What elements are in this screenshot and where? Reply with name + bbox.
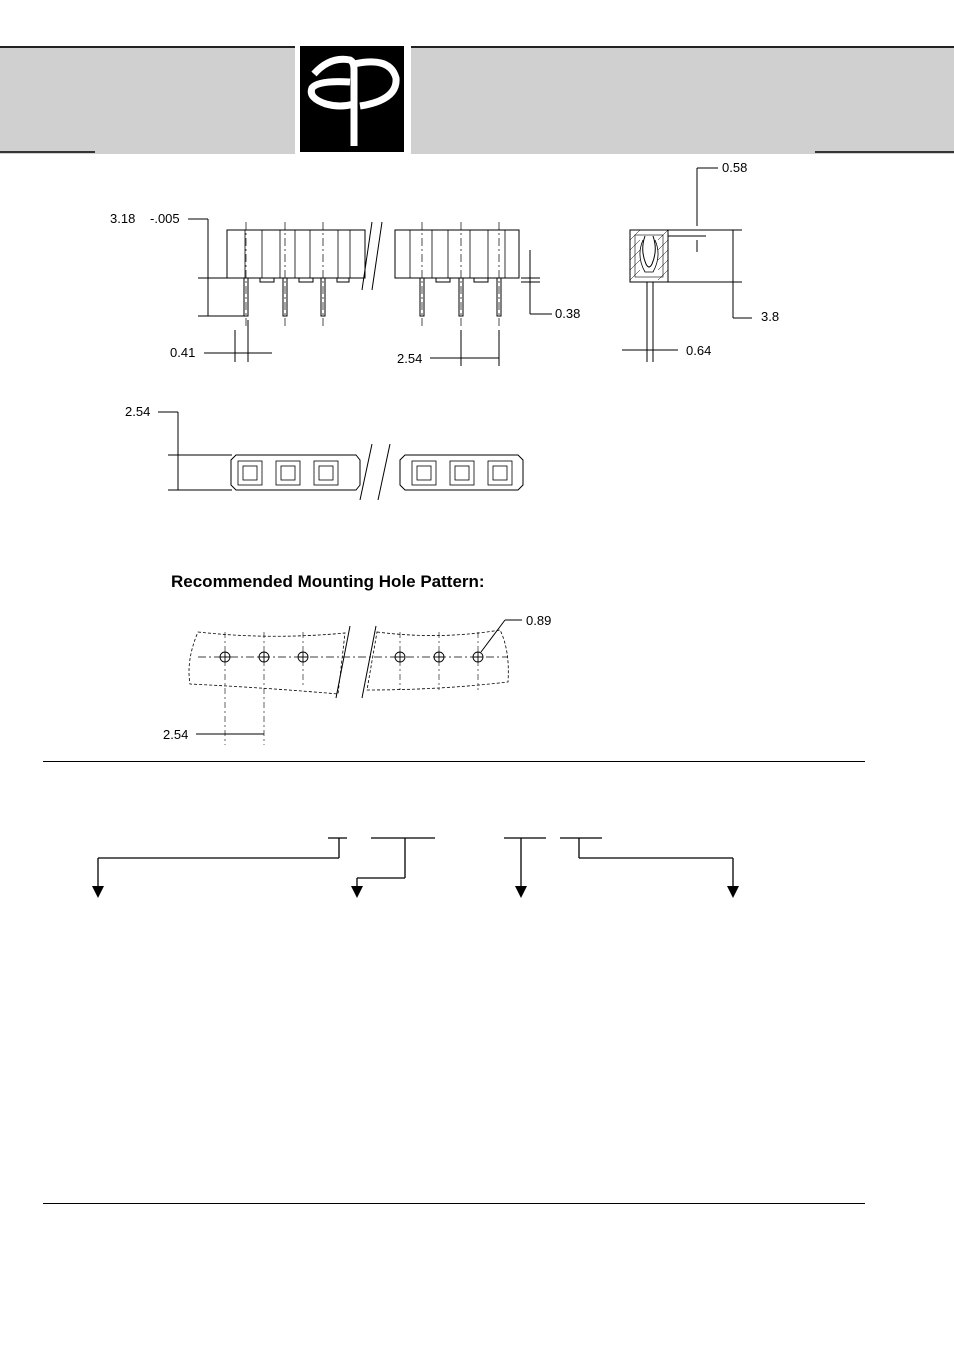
section-divider bbox=[43, 761, 865, 762]
dim-pin-width: 0.41 bbox=[170, 345, 196, 360]
section-divider-bottom bbox=[43, 1203, 865, 1204]
dim-pitch-side: 2.54 bbox=[397, 351, 423, 366]
dim-body-height-tol: -.005 bbox=[150, 211, 180, 226]
top-view bbox=[158, 412, 523, 500]
mounting-heading: Recommended Mounting Hole Pattern: bbox=[171, 572, 485, 591]
dim-hole-pitch: 2.54 bbox=[163, 727, 189, 742]
dim-top-entry: 0.58 bbox=[722, 160, 748, 175]
profile-view bbox=[622, 168, 752, 362]
dim-profile-pin: 0.64 bbox=[686, 343, 712, 358]
part-number-key bbox=[98, 838, 733, 886]
dim-hole-diameter: 0.89 bbox=[526, 613, 552, 628]
dim-body-height: 3.18 bbox=[110, 211, 136, 226]
side-view bbox=[188, 219, 552, 366]
mounting-pattern bbox=[189, 620, 522, 745]
dim-standoff: 0.38 bbox=[555, 306, 581, 321]
arrow-down-icon bbox=[92, 886, 739, 898]
dim-profile-height: 3.8 bbox=[761, 309, 780, 324]
dim-row-pitch: 2.54 bbox=[125, 404, 151, 419]
